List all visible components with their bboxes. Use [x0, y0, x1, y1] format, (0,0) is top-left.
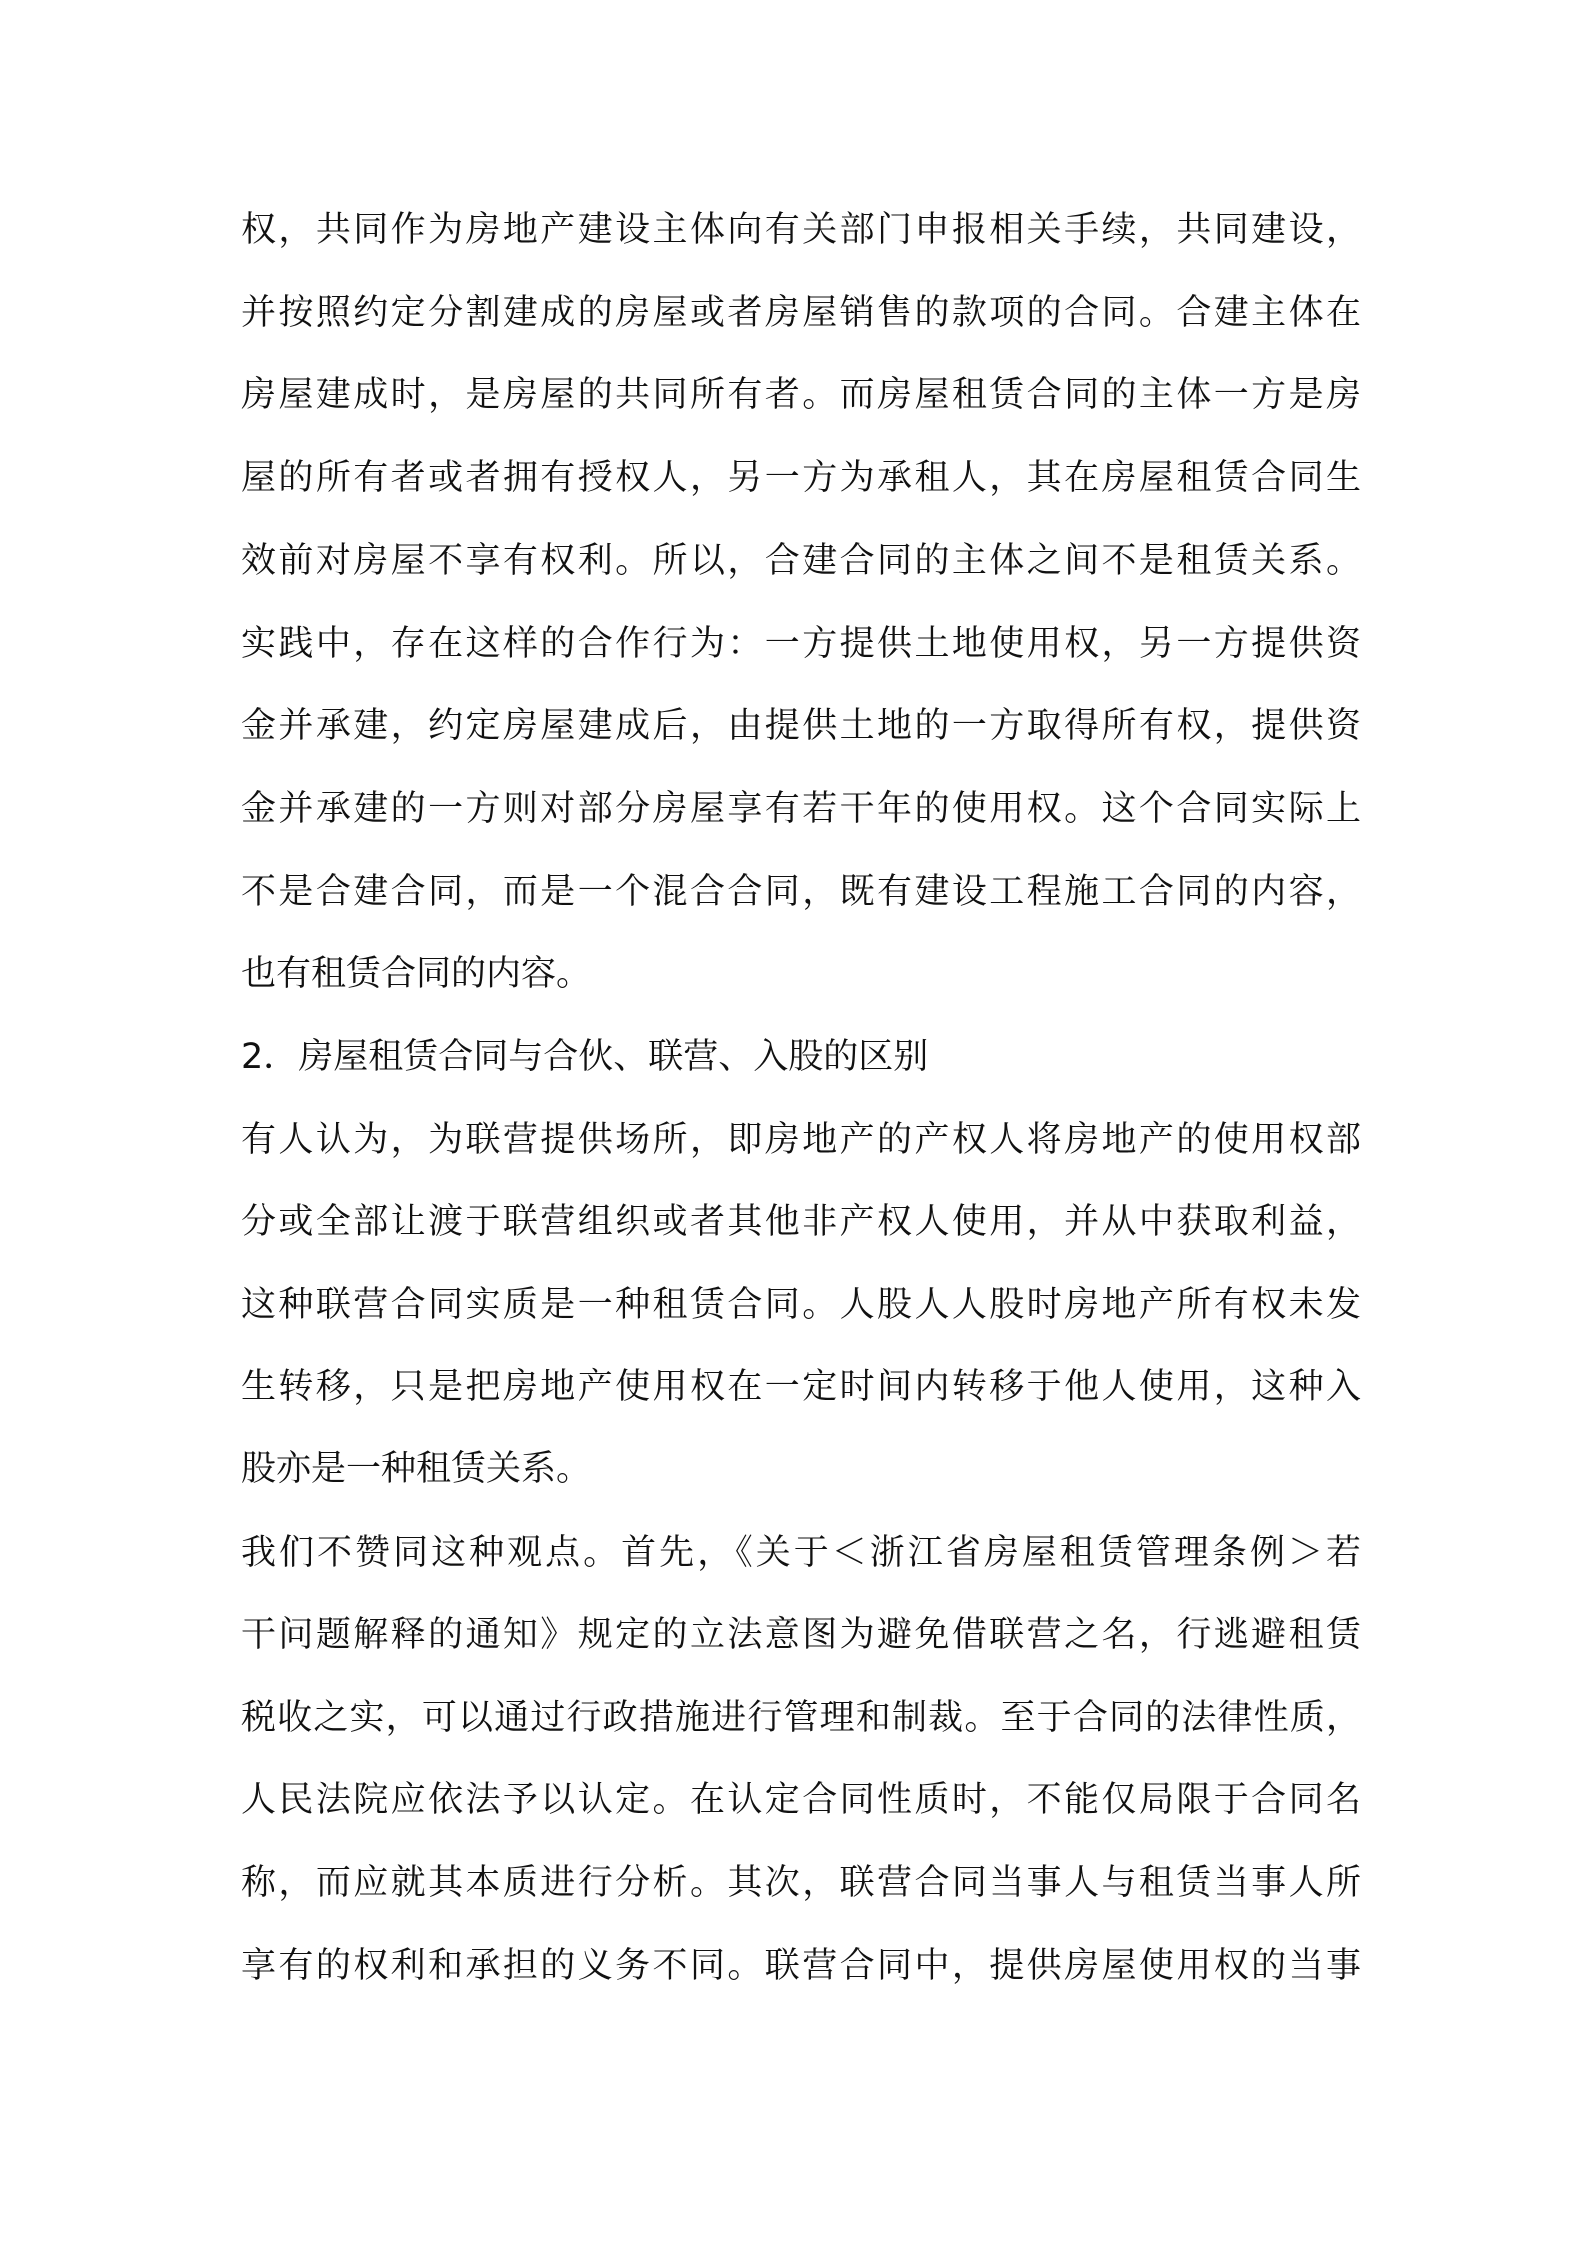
- text-line: 干问题解释的通知》规定的立法意图为避免借联营之名，行逃避租赁: [241, 1615, 1361, 1655]
- text-line: 并按照约定分割建成的房屋或者房屋销售的款项的合同。合建主体在: [241, 293, 1361, 333]
- text-line: 人民法院应依法予以认定。在认定合同性质时，不能仅局限于合同名: [241, 1780, 1361, 1820]
- text-line: 效前对房屋不享有权利。所以，合建合同的主体之间不是租赁关系。: [241, 541, 1361, 581]
- text-line: 实践中，存在这样的合作行为：一方提供土地使用权，另一方提供资: [241, 624, 1361, 664]
- text-line: 房屋建成时，是房屋的共同所有者。而房屋租赁合同的主体一方是房: [241, 375, 1361, 415]
- text-line: 权，共同作为房地产建设主体向有关部门申报相关手续，共同建设，: [241, 210, 1361, 250]
- text-line: 股亦是一种租赁关系。: [241, 1449, 592, 1489]
- text-line: 金并承建的一方则对部分房屋享有若干年的使用权。这个合同实际上: [241, 789, 1361, 829]
- text-line: 分或全部让渡于联营组织或者其他非产权人使用，并从中获取利益，: [241, 1202, 1361, 1242]
- text-line: 税收之实，可以通过行政措施进行管理和制裁。至于合同的法律性质，: [241, 1698, 1361, 1738]
- text-line: 这种联营合同实质是一种租赁合同。人股人人股时房地产所有权未发: [241, 1285, 1361, 1325]
- text-line: 称，而应就其本质进行分析。其次，联营合同当事人与租赁当事人所: [241, 1863, 1361, 1903]
- text-line: 生转移，只是把房地产使用权在一定时间内转移于他人使用，这种入: [241, 1367, 1361, 1407]
- text-line: 金并承建，约定房屋建成后，由提供土地的一方取得所有权，提供资: [241, 706, 1361, 746]
- text-line: 不是合建合同，而是一个混合合同，既有建设工程施工合同的内容，: [241, 872, 1361, 912]
- text-line: 屋的所有者或者拥有授权人，另一方为承租人，其在房屋租赁合同生: [241, 458, 1361, 498]
- text-line: 我们不赞同这种观点。首先，《关于＜浙江省房屋租赁管理条例＞若: [241, 1533, 1361, 1573]
- text-line: 也有租赁合同的内容。: [241, 954, 592, 994]
- text-line: 有人认为，为联营提供场所，即房地产的产权人将房地产的使用权部: [241, 1120, 1361, 1160]
- text-line: 享有的权利和承担的义务不同。联营合同中，提供房屋使用权的当事: [241, 1946, 1361, 1986]
- section-heading: 2．房屋租赁合同与合伙、联营、入股的区别: [241, 1037, 929, 1077]
